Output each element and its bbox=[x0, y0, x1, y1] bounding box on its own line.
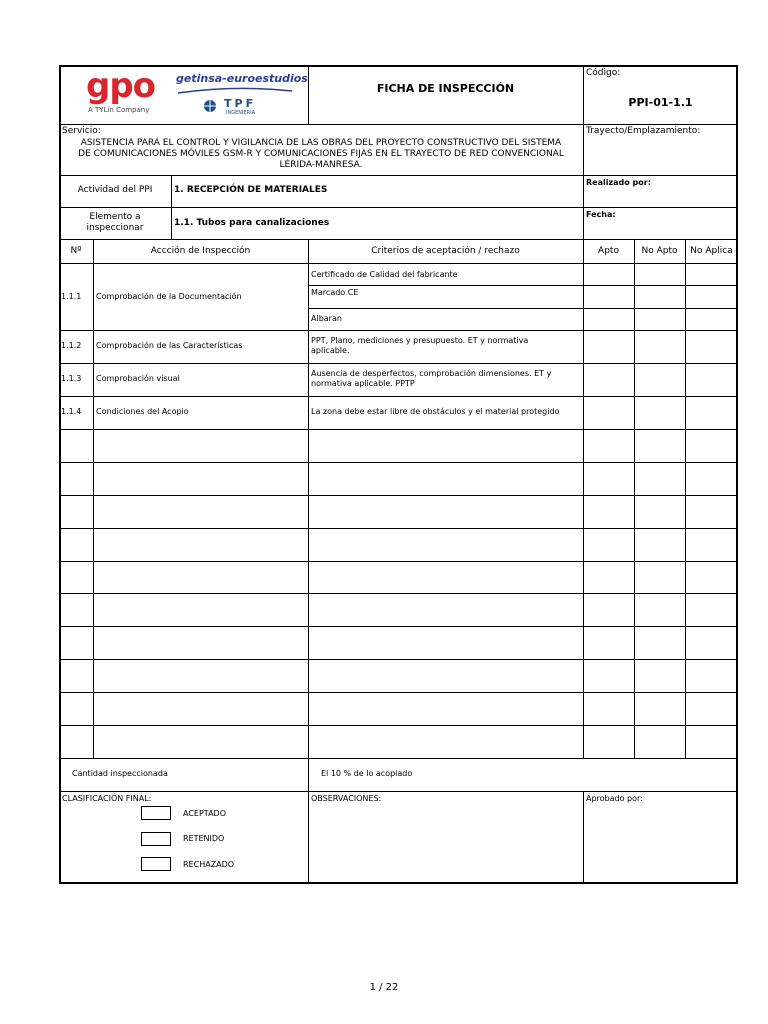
row-num: 1.1.1 bbox=[61, 292, 82, 301]
line-actividad-bottom bbox=[59, 207, 738, 208]
row-criterio: aplicable. bbox=[311, 346, 350, 355]
col-header-no-apto: No Apto bbox=[641, 246, 678, 256]
row-accion: Comprobación de la Documentación bbox=[96, 292, 242, 301]
form-title: FICHA DE INSPECCIÓN bbox=[376, 82, 515, 95]
col-header-criterios: Criterios de aceptación / rechazo bbox=[371, 246, 520, 256]
codigo-label: Código: bbox=[586, 68, 621, 78]
line-row-3-bottom bbox=[59, 396, 738, 397]
realizado-label: Realizado por: bbox=[586, 178, 651, 187]
line-empty-5 bbox=[59, 593, 738, 594]
page-number: 1 / 22 bbox=[369, 982, 399, 993]
cantidad-value: El 10 % de lo acopiado bbox=[321, 769, 413, 778]
vline-footer bbox=[583, 791, 584, 884]
actividad-label: Actividad del PPI bbox=[77, 185, 153, 195]
vline-noapto bbox=[685, 239, 686, 758]
line-table-header-bottom bbox=[59, 263, 738, 264]
vline-header-1 bbox=[308, 65, 309, 125]
line-empty-9 bbox=[59, 725, 738, 726]
line-sub-2 bbox=[308, 308, 738, 309]
row-accion: Condiciones del Acopio bbox=[96, 407, 189, 416]
tpf-globe-icon bbox=[202, 98, 218, 114]
line-sub-1 bbox=[308, 285, 738, 286]
row-criterio: Marcado CE bbox=[311, 288, 359, 297]
col-header-no-aplica: No Aplica bbox=[690, 246, 733, 256]
line-empty-2 bbox=[59, 495, 738, 496]
row-criterio: Albaran bbox=[311, 314, 342, 323]
row-criterio: normativa aplicable. PPTP bbox=[311, 379, 415, 388]
observaciones-label: OBSERVACIONES: bbox=[311, 794, 382, 803]
elemento-label-1: Elemento a bbox=[89, 212, 141, 222]
rechazado-checkbox[interactable] bbox=[141, 857, 171, 871]
row-num: 1.1.2 bbox=[61, 341, 82, 350]
row-num: 1.1.3 bbox=[61, 374, 82, 383]
line-empty-6 bbox=[59, 626, 738, 627]
line-empty-10 bbox=[59, 758, 738, 759]
fecha-label: Fecha: bbox=[586, 210, 616, 219]
row-criterio: PPT, Plano, mediciones y presupuesto. ET y normativa bbox=[311, 336, 529, 345]
vline-apto bbox=[634, 239, 635, 758]
aceptado-label: ACEPTADO bbox=[183, 809, 226, 818]
row-num: 1.1.4 bbox=[61, 407, 82, 416]
col-header-accion: Accción de Inspección bbox=[150, 246, 251, 256]
line-elemento-bottom bbox=[59, 239, 738, 240]
trayecto-label: Trayecto/Emplazamiento: bbox=[586, 126, 701, 136]
elemento-label-2: inspeccionar bbox=[86, 223, 144, 233]
aprobado-label: Aprobado por: bbox=[586, 794, 643, 803]
line-empty-4 bbox=[59, 561, 738, 562]
gpo-logo: gpo A TYLin Company bbox=[86, 66, 156, 114]
col-header-apto: Apto bbox=[598, 246, 619, 256]
servicio-label: Servicio: bbox=[62, 126, 101, 136]
row-criterio: La zona debe estar libre de obstáculos y el material protegido bbox=[311, 407, 560, 416]
col-header-num: Nº bbox=[70, 246, 82, 256]
row-criterio: Certificado de Calidad del fabricante bbox=[311, 270, 458, 279]
aceptado-checkbox[interactable] bbox=[141, 806, 171, 820]
line-cantidad-bottom bbox=[59, 791, 738, 792]
line-row-4-bottom bbox=[59, 429, 738, 430]
line-row-2-bottom bbox=[59, 363, 738, 364]
actividad-value: 1. RECEPCIÓN DE MATERIALES bbox=[174, 185, 328, 195]
vline-accion bbox=[308, 239, 309, 884]
getinsa-logo: getinsa-euroestudios TPF INGENIERIA bbox=[176, 72, 308, 116]
vline-actividad bbox=[171, 175, 172, 240]
servicio-line-2: DE COMUNICACIONES MÓVILES GSM-R Y COMUNICACIONES FIJAS EN EL TRAYECTO DE RED CONVENCIONAL bbox=[78, 149, 564, 159]
cantidad-label: Cantidad inspeccionada bbox=[72, 769, 168, 778]
servicio-line-3: LÉRIDA-MANRESA. bbox=[279, 160, 363, 170]
codigo-value: PPI-01-1.1 bbox=[628, 96, 693, 109]
row-accion: Comprobación visual bbox=[96, 374, 180, 383]
line-empty-8 bbox=[59, 692, 738, 693]
line-empty-3 bbox=[59, 528, 738, 529]
row-criterio: Ausencia de desperfectos, comprobación dimensiones. ET y bbox=[311, 369, 552, 378]
line-row-1-bottom bbox=[59, 330, 738, 331]
clasificacion-label: CLASIFICACIÓN FINAL: bbox=[62, 794, 152, 803]
vline-num bbox=[93, 239, 94, 758]
row-accion: Comprobación de las Características bbox=[96, 341, 243, 350]
retenido-label: RETENIDO bbox=[183, 834, 225, 843]
swoosh-icon bbox=[176, 85, 294, 97]
line-empty-7 bbox=[59, 659, 738, 660]
elemento-value: 1.1. Tubos para canalizaciones bbox=[174, 218, 330, 228]
servicio-line-1: ASISTENCIA PARA EL CONTROL Y VIGILANCIA DE LAS OBRAS DEL PROYECTO CONSTRUCTIVO DEL SISTEMA bbox=[80, 138, 562, 148]
line-header-bottom bbox=[59, 124, 738, 125]
vline-criterios bbox=[583, 239, 584, 758]
retenido-checkbox[interactable] bbox=[141, 832, 171, 846]
line-empty-1 bbox=[59, 462, 738, 463]
vline-header-2 bbox=[583, 65, 584, 240]
line-servicio-bottom bbox=[59, 175, 738, 176]
rechazado-label: RECHAZADO bbox=[183, 860, 235, 869]
